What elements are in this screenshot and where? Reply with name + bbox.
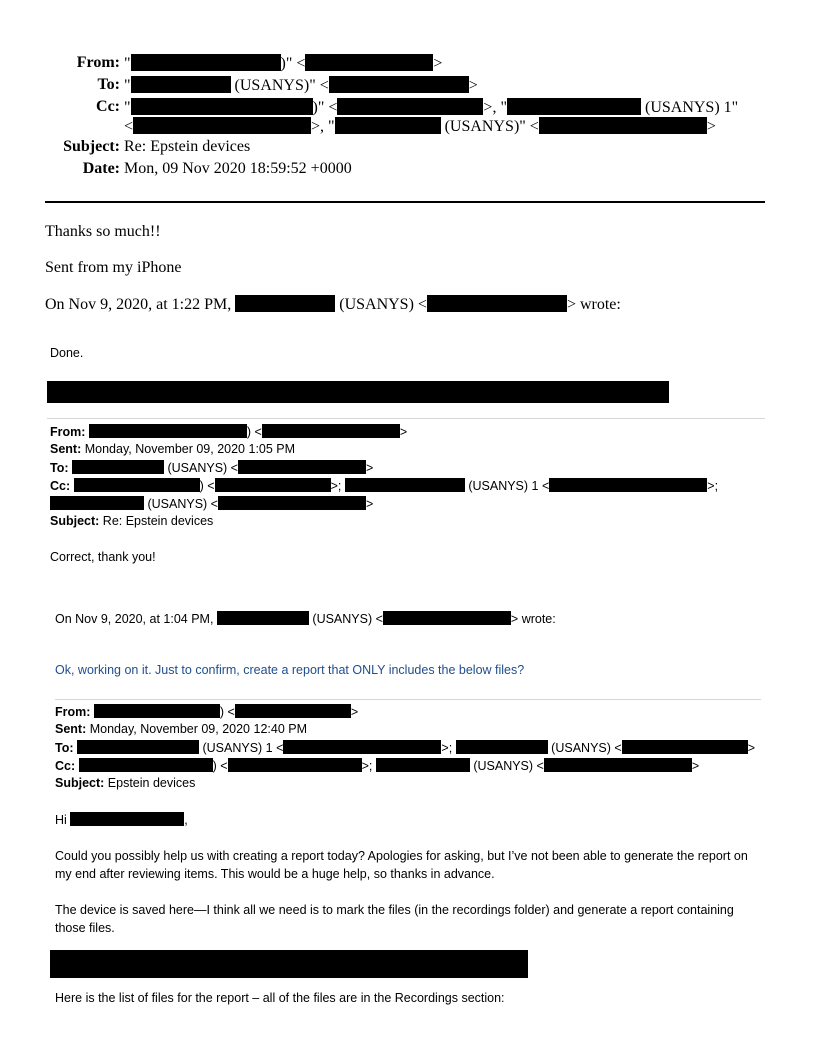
redaction-block: [235, 704, 351, 718]
redaction-block: [72, 460, 164, 474]
redaction-block: [131, 76, 231, 93]
redaction-block: [235, 295, 335, 312]
redaction-block: [376, 758, 470, 772]
redaction-block: [262, 424, 400, 438]
reply1-from: From: ) < >: [50, 425, 408, 439]
quote-divider: [55, 699, 761, 700]
redaction-block: [456, 740, 548, 754]
redaction-block: [133, 117, 311, 134]
date-value: Mon, 09 Nov 2020 18:59:52 +0000: [124, 160, 352, 177]
redaction-block: [549, 478, 707, 492]
redaction-block: [217, 611, 309, 625]
original-sent: Sent: Monday, November 09, 2020 12:40 PM: [55, 722, 307, 736]
reply-done: Done.: [50, 346, 84, 360]
body-thanks: Thanks so much!!: [45, 223, 161, 240]
redaction-block: [218, 496, 366, 510]
original-para-2: The device is saved here—I think all we need is to mark the files (in the recordings folder) and generate a report containing those files.: [55, 903, 734, 935]
redaction-block: [305, 54, 433, 71]
original-greeting: Hi ,: [55, 813, 188, 827]
body-on-wrote: On Nov 9, 2020, at 1:22 PM, (USANYS) < > wrote:: [45, 296, 621, 313]
quote-divider: [47, 418, 765, 419]
redaction-block: [238, 460, 366, 474]
redaction-block: [89, 424, 247, 438]
cc-label: Cc:: [96, 98, 120, 115]
reply1-correct: Correct, thank you!: [50, 550, 156, 564]
original-to: To: (USANYS) 1 < >; (USANYS) < >: [55, 741, 755, 755]
redaction-block: [74, 478, 200, 492]
original-list-intro: Here is the list of files for the report – all of the files are in the Recordings section:: [55, 991, 505, 1005]
redaction-block: [345, 478, 465, 492]
redaction-block: [50, 496, 144, 510]
body-sent-from: Sent from my iPhone: [45, 259, 182, 276]
subject-value: Re: Epstein devices: [124, 138, 251, 155]
cc-value-line2: < >, " (USANYS)" < >: [124, 118, 716, 135]
original-subject: Subject: Epstein devices: [55, 776, 196, 790]
to-label: To:: [97, 76, 120, 93]
redaction-block: [337, 98, 483, 115]
reply2-working: Ok, working on it. Just to confirm, create a report that ONLY includes the below files?: [55, 663, 525, 677]
redaction-block: [283, 740, 441, 754]
from-value: " )" < >: [124, 55, 443, 72]
redaction-block: [544, 758, 692, 772]
redaction-block: [335, 117, 441, 134]
reply1-cc-line2: (USANYS) < >: [50, 496, 373, 511]
redaction-block: [329, 76, 469, 93]
original-para-1: Could you possibly help us with creating a report today? Apologies for asking, but I’ve not been able to generate the report on my end after reviewing items. This would be a huge help, so thanks in advance.: [55, 849, 748, 881]
header-divider: [45, 201, 765, 203]
redaction-block: [77, 740, 199, 754]
original-cc: Cc: ) < >; (USANYS) < >: [55, 759, 700, 773]
redaction-block: [507, 98, 641, 115]
redaction-block: [131, 98, 313, 115]
redaction-block: [70, 812, 184, 826]
redaction-block: [131, 54, 281, 71]
reply2-on-wrote: On Nov 9, 2020, at 1:04 PM, (USANYS) < > wrote:: [55, 612, 556, 626]
reply1-to: To: (USANYS) < >: [50, 461, 374, 475]
date-label: Date:: [82, 160, 120, 177]
redaction-bar: [47, 381, 669, 403]
reply1-subject: Subject: Re: Epstein devices: [50, 514, 214, 528]
reply1-sent: Sent: Monday, November 09, 2020 1:05 PM: [50, 442, 296, 456]
redaction-block: [427, 295, 567, 312]
from-label: From:: [76, 54, 120, 71]
redaction-block: [79, 758, 213, 772]
redaction-bar: [50, 950, 528, 978]
cc-value: " )" < >, " (USANYS) 1": [124, 99, 739, 116]
original-from: From: ) < >: [55, 705, 359, 719]
redaction-block: [622, 740, 748, 754]
redaction-block: [228, 758, 362, 772]
to-value: " (USANYS)" < >: [124, 77, 478, 94]
redaction-block: [383, 611, 511, 625]
redaction-block: [94, 704, 220, 718]
redaction-block: [215, 478, 331, 492]
reply1-cc: Cc: ) < >; (USANYS) 1 < >;: [50, 479, 719, 493]
redaction-block: [539, 117, 707, 134]
subject-label: Subject:: [63, 138, 120, 155]
